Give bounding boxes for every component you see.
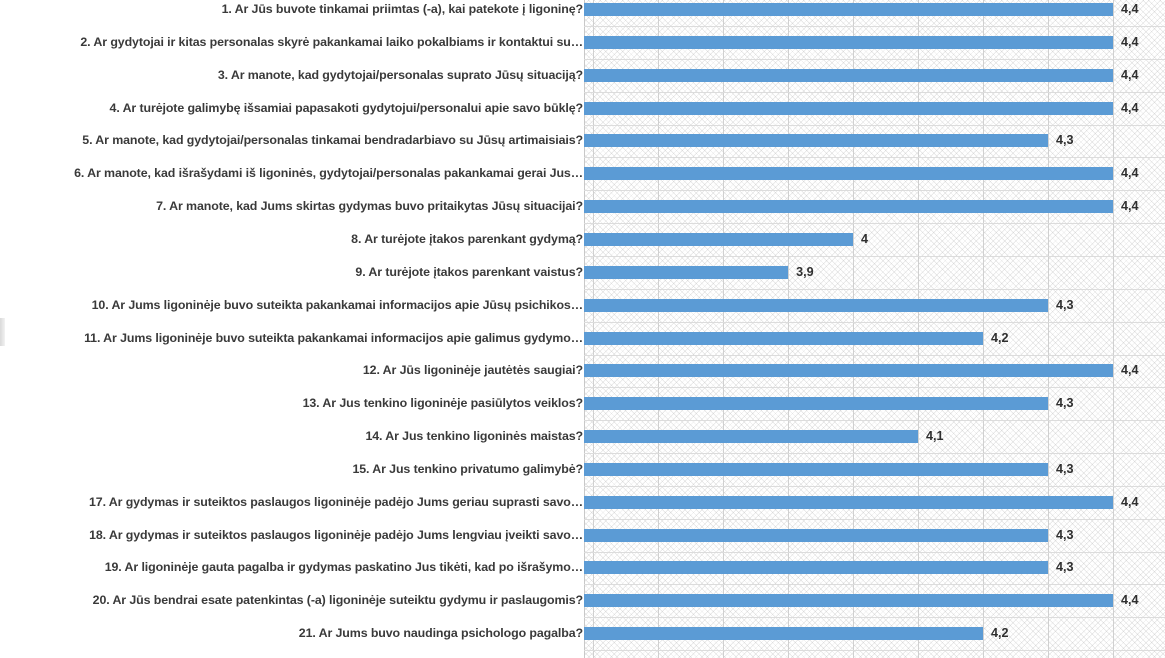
gridline-horizontal xyxy=(584,26,1165,27)
category-label: 13. Ar Jus tenkino ligoninėje pasiūlytos veiklos? xyxy=(302,396,583,411)
gridline-horizontal xyxy=(584,355,1165,356)
bar-value-label: 4,4 xyxy=(1121,2,1139,16)
category-label: 14. Ar Jus tenkino ligoninės maistas? xyxy=(365,429,583,444)
bar-value-label: 4 xyxy=(861,231,869,246)
bar-value-label: 4,4 xyxy=(1121,199,1139,214)
bar-value-label: 4,4 xyxy=(1121,100,1139,115)
chart-row xyxy=(0,133,1165,163)
bar[interactable] xyxy=(584,36,1113,49)
bar-value-label: 4,2 xyxy=(991,626,1009,641)
bar[interactable] xyxy=(584,397,1048,410)
category-label: 21. Ar Jums buvo naudinga psichologo pagalba? xyxy=(298,626,583,641)
bar[interactable] xyxy=(584,627,983,640)
bar[interactable] xyxy=(584,167,1113,180)
gridline-horizontal xyxy=(584,584,1165,585)
bar-value-label: 4,4 xyxy=(1121,363,1139,378)
category-label: 8. Ar turėjote įtakos parenkant gydymą? xyxy=(351,231,583,246)
chart-row xyxy=(0,593,1165,623)
chart-row xyxy=(0,2,1165,32)
bar[interactable] xyxy=(584,332,983,345)
bar[interactable] xyxy=(584,200,1113,213)
gridline-horizontal xyxy=(584,453,1165,454)
gridline-horizontal xyxy=(584,190,1165,191)
bar[interactable] xyxy=(584,496,1113,509)
gridline-horizontal xyxy=(584,650,1165,651)
category-label: 4. Ar turėjote galimybę išsamiai papasakoti gydytojui/personalui apie savo būklę? xyxy=(109,100,583,115)
chart-row xyxy=(0,528,1165,558)
chart-row xyxy=(0,331,1165,361)
gridline-horizontal xyxy=(584,617,1165,618)
chart-row xyxy=(0,101,1165,131)
category-label: 18. Ar gydymas ir suteiktos paslaugos ligoninėje padėjo Jums lengviau įveikti savo… xyxy=(89,527,583,542)
gridline-horizontal xyxy=(584,289,1165,290)
bar-value-label: 4,4 xyxy=(1121,67,1139,82)
category-label: 1. Ar Jūs buvote tinkamai priimtas (-a), kai patekote į ligoninę? xyxy=(221,2,583,16)
bar[interactable] xyxy=(584,561,1048,574)
chart-row xyxy=(0,560,1165,590)
bar-value-label: 4,3 xyxy=(1056,396,1074,411)
chart-row xyxy=(0,265,1165,295)
chart-row xyxy=(0,166,1165,196)
category-label: 6. Ar manote, kad išrašydami iš ligoninės, gydytojai/personalas pakankamai gerai Jus… xyxy=(74,166,583,181)
chart-row xyxy=(0,199,1165,229)
bar-value-label: 4,4 xyxy=(1121,494,1139,509)
chart-row xyxy=(0,462,1165,492)
bar-value-label: 4,2 xyxy=(991,330,1009,345)
gridline-horizontal xyxy=(584,486,1165,487)
bar-value-label: 4,4 xyxy=(1121,34,1139,49)
category-label: 12. Ar Jūs ligoninėje jautėtės saugiai? xyxy=(362,363,583,378)
category-label: 10. Ar Jums ligoninėje buvo suteikta pakankamai informacijos apie Jūsų psichikos… xyxy=(91,297,583,312)
gridline-horizontal xyxy=(584,92,1165,93)
bar-value-label: 4,3 xyxy=(1056,297,1074,312)
category-label: 11. Ar Jums ligoninėje buvo suteikta pakankamai informacijos apie galimus gydymo… xyxy=(84,330,583,345)
bar-value-label: 4,3 xyxy=(1056,461,1074,476)
chart-row xyxy=(0,495,1165,525)
bar[interactable] xyxy=(584,299,1048,312)
category-label: 17. Ar gydymas ir suteiktos paslaugos ligoninėje padėjo Jums geriau suprasti savo… xyxy=(88,494,583,509)
bar[interactable] xyxy=(584,594,1113,607)
bar-value-label: 4,1 xyxy=(926,429,944,444)
gridline-horizontal xyxy=(584,125,1165,126)
gridline-horizontal xyxy=(584,59,1165,60)
bar-value-label: 4,4 xyxy=(1121,166,1139,181)
gridline-horizontal xyxy=(584,223,1165,224)
gridline-horizontal xyxy=(584,157,1165,158)
chart-row xyxy=(0,363,1165,393)
category-label: 7. Ar manote, kad Jums skirtas gydymas buvo pritaikytas Jūsų situacijai? xyxy=(156,199,583,214)
bar[interactable] xyxy=(584,3,1113,16)
bar-value-label: 4,4 xyxy=(1121,593,1139,608)
category-label: 5. Ar manote, kad gydytojai/personalas tinkamai bendradarbiavo su Jūsų artimaisiais? xyxy=(82,133,583,148)
bar[interactable] xyxy=(584,134,1048,147)
bar-value-label: 4,3 xyxy=(1056,560,1074,575)
chart-row xyxy=(0,429,1165,459)
bar[interactable] xyxy=(584,102,1113,115)
chart-row xyxy=(0,35,1165,65)
gridline-horizontal xyxy=(584,420,1165,421)
chart-row xyxy=(0,232,1165,262)
bar-value-label: 4,3 xyxy=(1056,133,1074,148)
chart-row xyxy=(0,68,1165,98)
gridline-horizontal xyxy=(584,387,1165,388)
category-label: 19. Ar ligoninėje gauta pagalba ir gydymas paskatino Jus tikėti, kad po išrašymo… xyxy=(104,560,583,575)
bar[interactable] xyxy=(584,463,1048,476)
category-label: 15. Ar Jus tenkino privatumo galimybė? xyxy=(352,461,583,476)
chart-row xyxy=(0,626,1165,656)
gridline-horizontal xyxy=(584,256,1165,257)
chart-row xyxy=(0,298,1165,328)
gridline-horizontal xyxy=(584,322,1165,323)
bar[interactable] xyxy=(584,233,853,246)
chart-row xyxy=(0,396,1165,426)
gridline-horizontal xyxy=(584,552,1165,553)
bar[interactable] xyxy=(584,430,918,443)
bar[interactable] xyxy=(584,364,1113,377)
gridline-horizontal xyxy=(584,519,1165,520)
category-label: 20. Ar Jūs bendrai esate patenkintas (-a) ligoninėje suteiktu gydymu ir paslaugomis? xyxy=(92,593,583,608)
bar[interactable] xyxy=(584,529,1048,542)
category-label: 2. Ar gydytojai ir kitas personalas skyrė pakankamai laiko pokalbiams ir kontaktui su… xyxy=(80,34,583,49)
bar-value-label: 3,9 xyxy=(796,264,814,279)
bar[interactable] xyxy=(584,69,1113,82)
bar-value-label: 4,3 xyxy=(1056,527,1074,542)
bar[interactable] xyxy=(584,266,788,279)
category-label: 9. Ar turėjote įtakos parenkant vaistus? xyxy=(355,264,583,279)
category-label: 3. Ar manote, kad gydytojai/personalas suprato Jūsų situaciją? xyxy=(217,67,583,82)
